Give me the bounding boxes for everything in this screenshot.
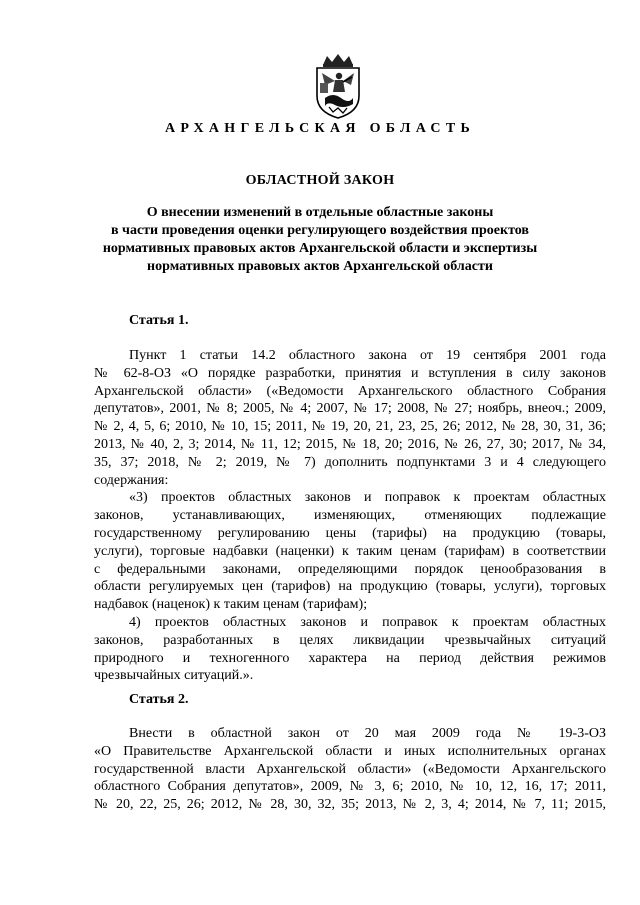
text-line: Внести в областной закон от 20 мая 2009 года № 19-3-ОЗ xyxy=(129,726,606,741)
law-title-line: нормативных правовых актов Архангельской области и экспертизы xyxy=(102,241,538,256)
text-line: 35, 37; 2018, № 2; 2019, № 7) дополнить подпунктами 3 и 4 следующего xyxy=(94,454,606,470)
text-line: депутатов», 2001, № 8; 2005, № 4; 2007, № 17; 2008, № 27; ноябрь, внеоч.; 2009, xyxy=(94,401,606,417)
article-2-body xyxy=(94,725,606,814)
text-line: законов, устанавливающих, изменяющих, отменяющих подлежащие xyxy=(94,508,606,524)
text-line: областного Собрания депутатов», 2009, № 3, 6; 2010, № 10, 12, 16, 17; 2011, xyxy=(94,779,606,795)
text-line: «О Правительстве Архангельской области и иных исполнительных органах xyxy=(94,743,606,759)
text-line: содержания: xyxy=(94,472,169,488)
text-line: законов, разработанных в целях ликвидации чрезвычайных ситуаций xyxy=(94,632,606,648)
text-line: государственной власти Архангельской области» («Ведомости Архангельского xyxy=(94,761,606,777)
text-line: государственному регулированию цены (тарифы) на продукцию (товары, xyxy=(94,525,606,541)
law-title-line: в части проведения оценки регулирующего воздействия проектов xyxy=(111,223,529,238)
law-title xyxy=(70,204,570,276)
article-2-heading: Статья 2. xyxy=(129,692,189,707)
text-line: природного и техногенного характера на период действия режимов xyxy=(94,650,606,666)
text-line: чрезвычайных ситуаций.». xyxy=(94,668,254,684)
text-line: области регулируемых цен (тарифов) на продукцию (товары, услуги), торговых xyxy=(94,579,606,595)
coat-of-arms-icon xyxy=(305,52,371,120)
text-line: услуги), торговые надбавки (наценки) к таким ценам (тарифам) в соответствии xyxy=(94,543,606,559)
article-1-body xyxy=(94,347,606,685)
law-title-line: нормативных правовых актов Архангельской области xyxy=(147,259,493,274)
law-type: ОБЛАСТНОЙ ЗАКОН xyxy=(245,173,395,188)
text-line: № 20, 22, 25, 26; 2012, № 28, 30, 32, 35; 2013, № 2, 3, 4; 2014, № 7, 11; 2015, xyxy=(94,797,606,813)
text-line: с федеральными законами, определяющими порядок ценообразования в xyxy=(94,561,606,577)
text-line: № 62-8-ОЗ «О порядке разработки, принятия и вступления в силу законов xyxy=(94,365,606,381)
text-line: «3) проектов областных законов и поправок к проектам областных xyxy=(129,490,606,506)
law-title-line: О внесении изменений в отдельные областные законы xyxy=(146,205,494,220)
text-line: Архангельской области» («Ведомости Архангельского областного Собрания xyxy=(94,383,606,399)
region-name: АРХАНГЕЛЬСКАЯ ОБЛАСТЬ xyxy=(164,121,476,136)
text-line: 2013, № 40, 2, 3; 2014, № 11, 12; 2015, № 18, 20; 2016, № 26, 27, 30; 2017, № 34, xyxy=(94,436,606,452)
text-line: Пункт 1 статьи 14.2 областного закона от 19 сентября 2001 года xyxy=(129,348,606,363)
article-1-heading: Статья 1. xyxy=(129,313,189,328)
text-line: 4) проектов областных законов и поправок к проектам областных xyxy=(129,614,606,630)
text-line: надбавок (наценок) к таким ценам (тарифам); xyxy=(94,597,368,613)
text-line: № 2, 4, 5, 6; 2010, № 10, 15; 2011, № 19, 20, 21, 23, 25, 26; 2012, № 28, 30, 31, 36; xyxy=(94,419,606,435)
